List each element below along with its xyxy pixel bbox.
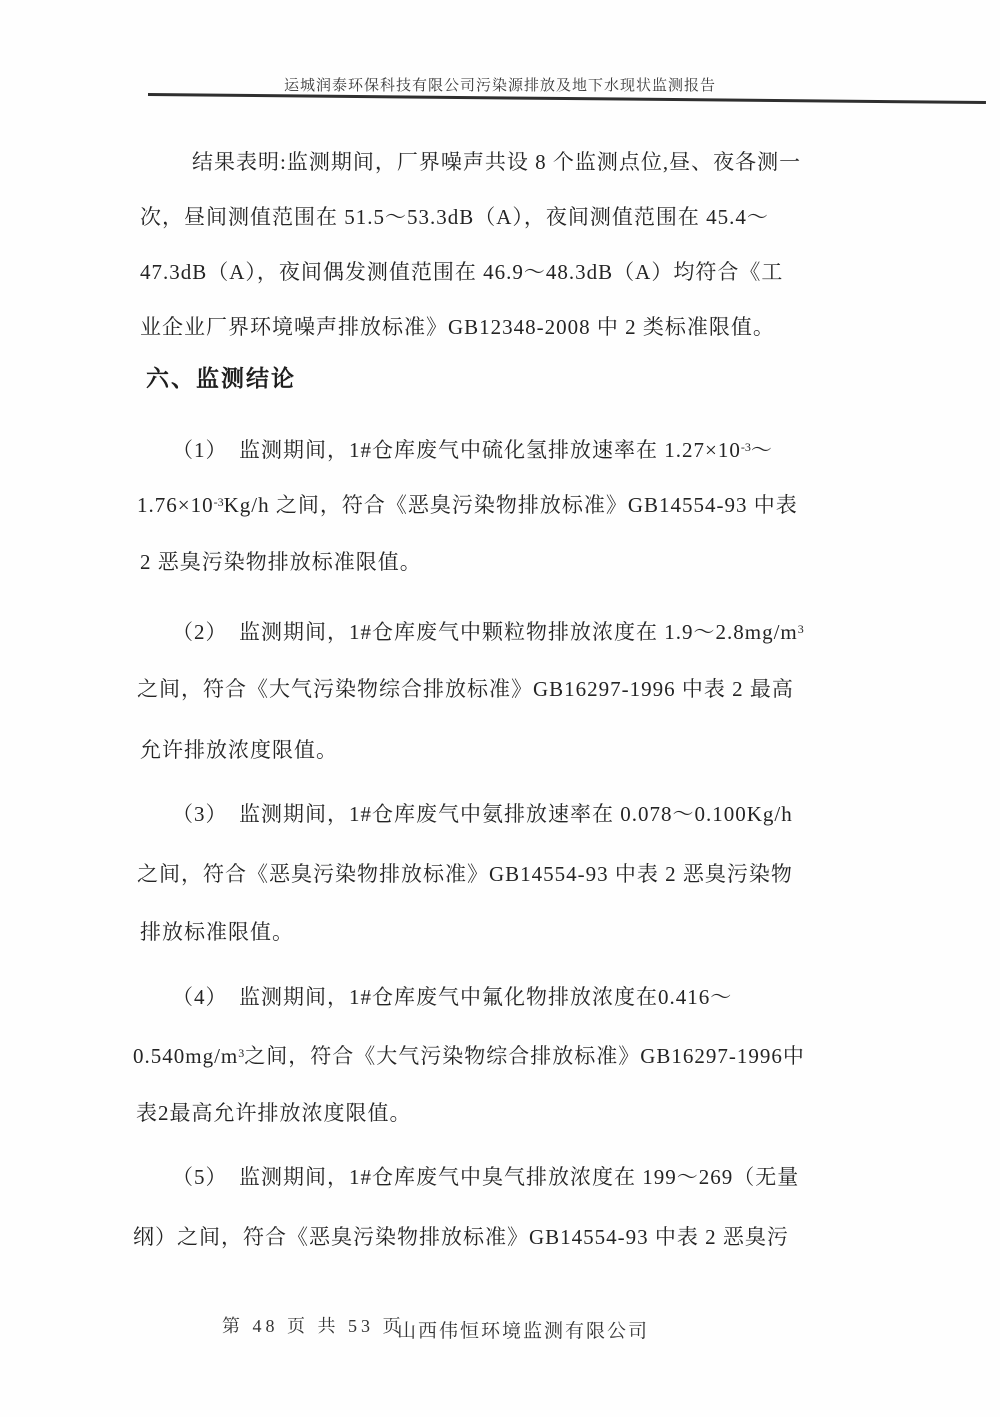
item2-line3: 允许排放浓度限值。 — [140, 738, 338, 762]
para1-line4: 业企业厂界环境噪声排放标准》GB12348-2008 中 2 类标准限值。 — [140, 315, 775, 339]
item4-line1: （4） 监测期间，1#仓库废气中氟化物排放浓度在0.416～ — [172, 985, 733, 1009]
item1-line2: $1.76\times 10^{-3}Kg/h$ 之间，符合《恶臭污染物排放标准》GB14554-93 中表 — [137, 493, 798, 517]
item5-line2: 纲）之间，符合《恶臭污染物排放标准》GB14554-93 中表 2 恶臭污 — [133, 1225, 789, 1249]
section-heading: 六、监测结论 — [146, 365, 296, 391]
para1-line2: 次，昼间测值范围在 51.5～53.3dB（A），夜间测值范围在 45.4～ — [140, 205, 769, 229]
item2-line2: 之间，符合《大气污染物综合排放标准》GB16297-1996 中表 2 最高 — [137, 677, 794, 701]
item3-line1: （3） 监测期间，1#仓库废气中氨排放速率在 0.078～0.100Kg/h — [172, 802, 793, 826]
item1-line1: （1） 监测期间，1#仓库废气中硫化氢排放速率在 $1.27\times 10^{-3}\sim$ — [172, 438, 773, 462]
footer-company-name: 山西伟恒环境监测有限公司 — [397, 1321, 650, 1342]
item4-line3: 表2最高允许排放浓度限值。 — [136, 1101, 412, 1125]
item3-line2: 之间，符合《恶臭污染物排放标准》GB14554-93 中表 2 恶臭污染物 — [137, 862, 793, 886]
para1-line3: 47.3dB（A），夜间偶发测值范围在 46.9～48.3dB（A）均符合《工 — [140, 260, 784, 284]
item4-line2: $0.540mg/m^3$之间，符合《大气污染物综合排放标准》GB16297-1996中 — [133, 1044, 805, 1068]
item1-line3: 2 恶臭污染物排放标准限值。 — [140, 550, 422, 574]
page-header-title: 运城润泰环保科技有限公司污染源排放及地下水现状监测报告 — [283, 78, 716, 94]
item5-line1: （5） 监测期间，1#仓库废气中臭气排放浓度在 199～269（无量 — [172, 1165, 800, 1189]
item2-line1: （2） 监测期间，1#仓库废气中颗粒物排放浓度在 $1.9\sim 2.8mg/m^3$ — [172, 620, 804, 644]
para1-line1: 结果表明:监测期间，厂界噪声共设 8 个监测点位,昼、夜各测一 — [192, 150, 802, 174]
footer-page-number: 第 48 页 共 53 页 — [222, 1316, 405, 1336]
item3-line3: 排放标准限值。 — [140, 920, 294, 944]
